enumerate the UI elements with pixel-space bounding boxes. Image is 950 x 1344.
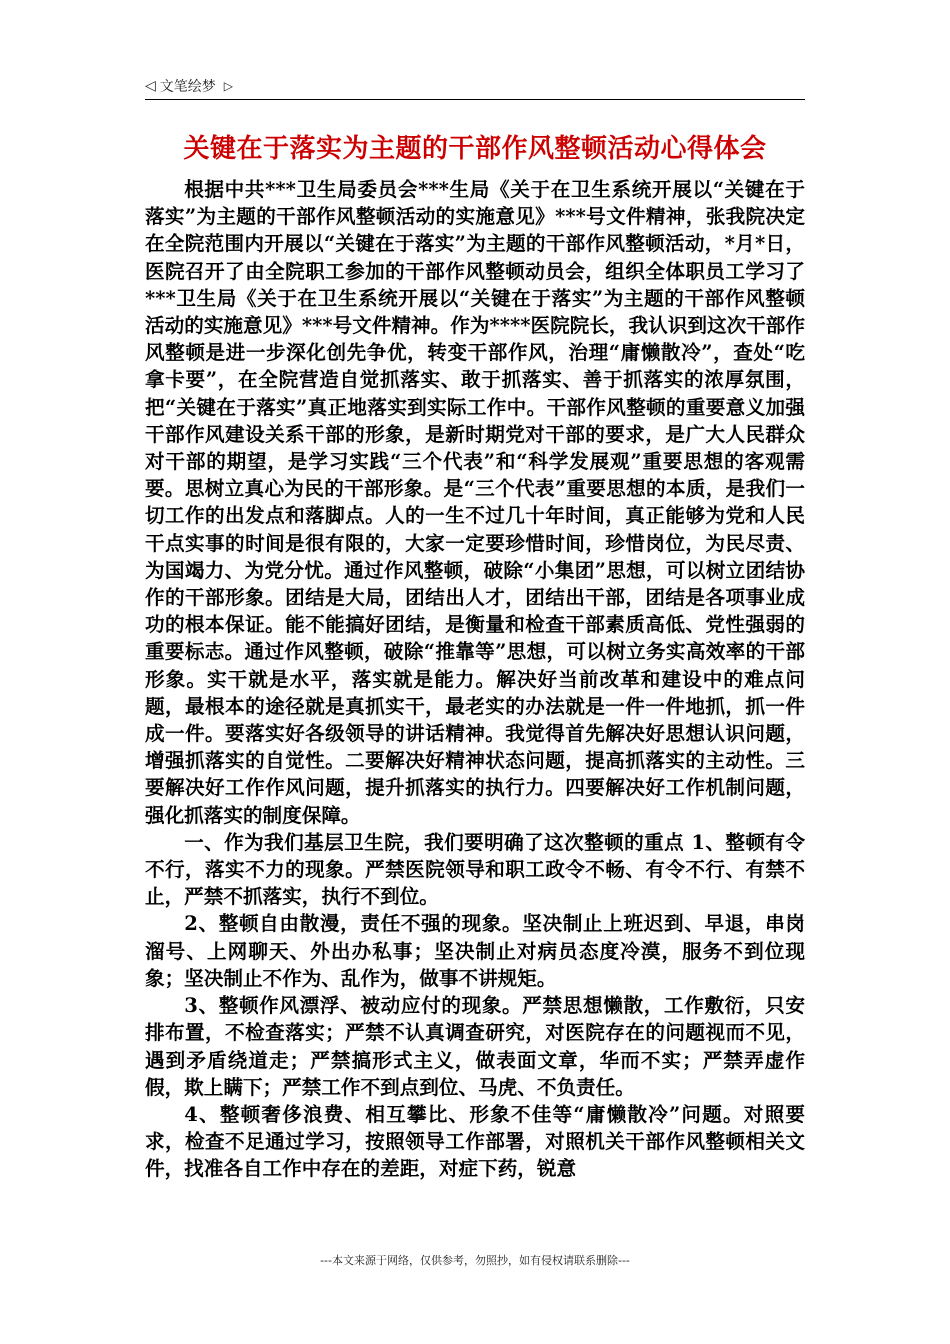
header-divider [145, 99, 805, 100]
triangle-right-icon: ▷ [223, 79, 234, 93]
header-brand: 文笔绘梦 [159, 79, 216, 95]
paragraph-point-2: 2、整顿自由散漫，责任不强的现象。坚决制止上班迟到、早退，串岗溜号、上网聊天、外出办私事；坚决制止对病员态度冷漠，服务不到位现象；坚决制止不作为、乱作为，做事不讲规矩。 [145, 912, 805, 990]
page-footer: ---本文来源于网络，仅供参考，勿照抄，如有侵权请联系删除--- [320, 1254, 630, 1267]
paragraph-point-3: 3、整顿作风漂浮、被动应付的现象。严禁思想懒散，工作敷衍，只安排布置，不检查落实；严禁不认真调查研究，对医院存在的问题视而不见，遇到矛盾绕道走；严禁搞形式主义，做表面文章，华而不实；严禁弄虚作假，欺上瞒下；严禁工作不到点到位、马虎、不负责任。 [145, 994, 805, 1099]
triangle-left-icon: ◁ [145, 78, 156, 94]
paragraph-point-4: 4、整顿奢侈浪费、相互攀比、形象不佳等“庸懒散冷”问题。对照要求，检查不足通过学习，按照领导工作部署，对照机关干部作风整顿相关文件，找准各自工作中存在的差距，对症下药，锐意 [145, 1102, 805, 1181]
paragraph-point-1: 一、作为我们基层卫生院，我们要明确了这次整顿的重点 1、整顿有令不行，落实不力的现象。严禁医院领导和职工政令不畅、有令不行、有禁不止，严禁不抓落实，执行不到位。 [145, 830, 805, 909]
page-header [145, 74, 805, 98]
paragraph-intro: 根据中共***卫生局委员会***生局《关于在卫生系统开展以“关键在于落实”为主题的干部作风整顿活动的实施意见》***号文件精神，张我院决定在全院范围内开展以“关键在于落实”为主题的干部作风整顿活动，*月*日，医院召开了由全院职工参加的干部作风整顿动员会，组织全体职员工学习了***卫生局《关于在卫生系统开展以“关键在于落实”为主题的干部作风整顿活动的实施意见》***号文件精神。作为****医院院长，我认识到这次干部作风整顿是进一步深化创先争优，转变干部作风，治理“庸懒散冷”，查处“吃拿卡要”，在全院营造自觉抓落实、敢于抓落实、善于抓落实的浓厚氛围，把“关键在于落实”真正地落实到实际工作中。干部作风整顿的重要意义加强干部作风建设关系干部的形象，是新时期党对干部的要求，是广大人民群众对干部的期望，是学习实践“三个代表”和“科学发展观”重要思想的客观需要。思树立真心为民的干部形象。是“三个代表”重要思想的本质，是我们一切工作的出发点和落脚点。人的一生不过几十年时间，真正能够为党和人民干点实事的时间是很有限的，大家一定要珍惜时间，珍惜岗位，为民尽责、为国竭力、为党分忧。通过作风整顿，破除“小集团”思想，可以树立团结协作的干部形象。团结是大局，团结出人才，团结出干部，团结是各项事业成功的根本保证。能不能搞好团结，是衡量和检查干部素质高低、党性强弱的重要标志。通过作风整顿，破除“推靠等”思想，可以树立务实高效率的干部形象。实干就是水平，落实就是能力。解决好当前改革和建设中的难点问题，最根本的途径就是真抓实干，最老实的办法就是一件一件地抓，抓一件成一件。要落实好各级领导的讲话精神。我觉得首先解决好思想认识问题，增强抓落实的自觉性。二要解决好精神状态问题，提高抓落实的主动性。三要解决好工作作风问题，提升抓落实的执行力。四要解决好工作机制问题，强化抓落实的制度保障。 [145, 178, 805, 827]
document-body [145, 176, 805, 1183]
document-title: 关键在于落实为主题的干部作风整顿活动心得体会 [183, 134, 767, 164]
